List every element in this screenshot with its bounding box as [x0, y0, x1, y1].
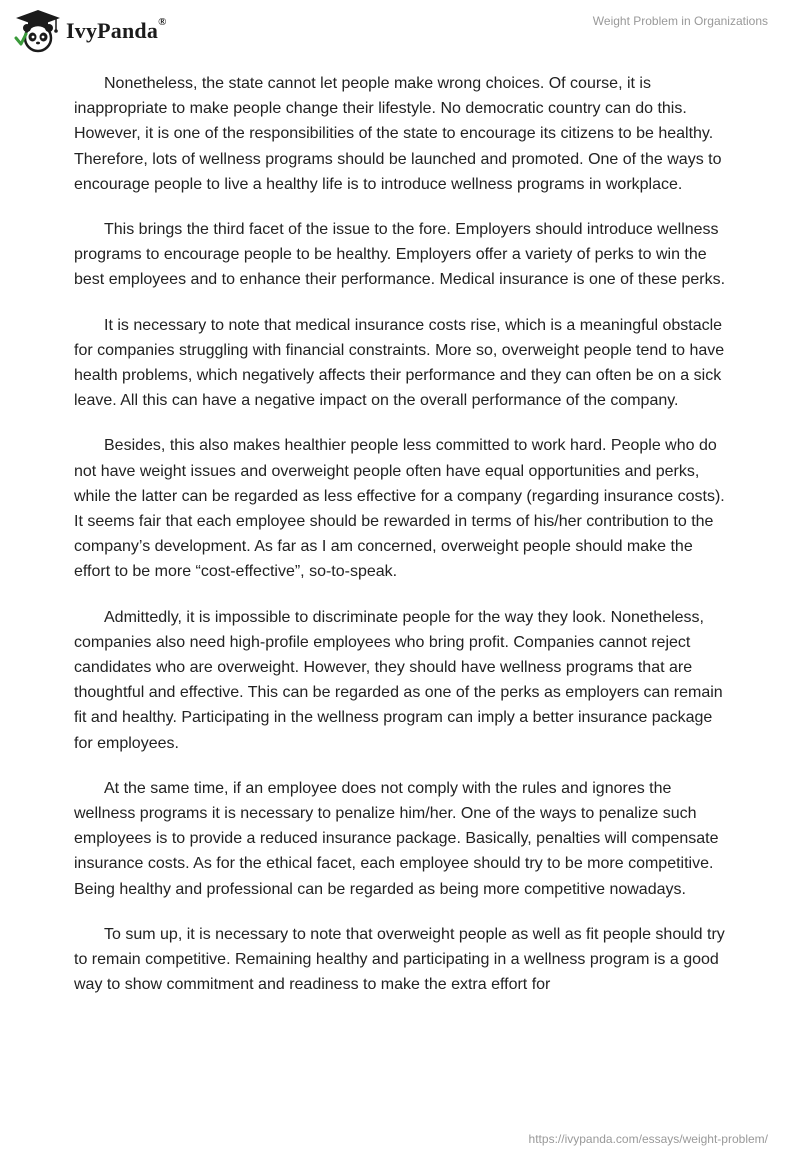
paragraph: To sum up, it is necessary to note that overweight people as well as fit people should try to remain competitive. Remaining healthy and participating in a wellness program is a good way to show commitment and readiness to make the extra effort for [74, 925, 725, 994]
paragraph: Admittedly, it is impossible to discriminate people for the way they look. Nonetheless, companies also need high-profile employees who bring profit. Companies cannot reject candidates who are overweight. However, they should have wellness programs that are thoughtful and effective. This can be regarded as one of the perks as employers can remain fit and healthy. Participating in the wellness program can imply a better insurance package for employees. [74, 608, 723, 752]
registered-mark: ® [158, 16, 167, 28]
paragraph: It is necessary to note that medical insurance costs rise, which is a meaningful obstacle for companies struggling with financial constraints. More so, overweight people tend to have health problems, which negatively affects their performance and they can often be on a sick leave. All this can have a negative impact on the overall performance of the company. [74, 316, 725, 410]
document-title: Weight Problem in Organizations [592, 14, 768, 28]
paragraph: Besides, this also makes healthier people less committed to work hard. People who do not have weight issues and overweight people often have equal opportunities and perks, while the latter can be regarded as less effective for a company (regarding insurance costs). It seems fair that each employee should be rewarded in terms of his/her contribution to the company’s development. As far as I am concerned, overweight people should make the effort to be more “cost-effective”, so-to-speak. [74, 437, 725, 581]
paragraph: This brings the third facet of the issue to the fore. Employers should introduce wellness programs to encourage people to be healthy. Employers offer a variety of perks to win the best employees and to enhance their performance. Medical insurance is one of these perks. [74, 221, 726, 289]
panda-logo-icon [14, 8, 62, 54]
logo[interactable] [14, 8, 167, 54]
essay-body [74, 71, 726, 1018]
logo-text: IvyPanda® [66, 16, 167, 43]
paragraph: Nonetheless, the state cannot let people make wrong choices. Of course, it is inappropriate to make people change their lifestyle. No democratic country can do this. However, it is one of the responsibilities of the state to encourage its citizens to be healthy. Therefore, lots of wellness programs should be launched and promoted. One of the ways to encourage people to live a healthy life is to introduce wellness programs in workplace. [74, 75, 722, 193]
paragraph: At the same time, if an employee does not comply with the rules and ignores the wellness programs it is necessary to penalize him/her. One of the ways to penalize such employees is to provide a reduced insurance package. Basically, penalties will compensate insurance costs. As for the ethical facet, each employee should try to be more competitive. Being healthy and professional can be regarded as being more competitive nowadays. [74, 779, 719, 898]
source-url[interactable]: https://ivypanda.com/essays/weight-problem/ [528, 1132, 768, 1146]
page-header [0, 0, 800, 60]
